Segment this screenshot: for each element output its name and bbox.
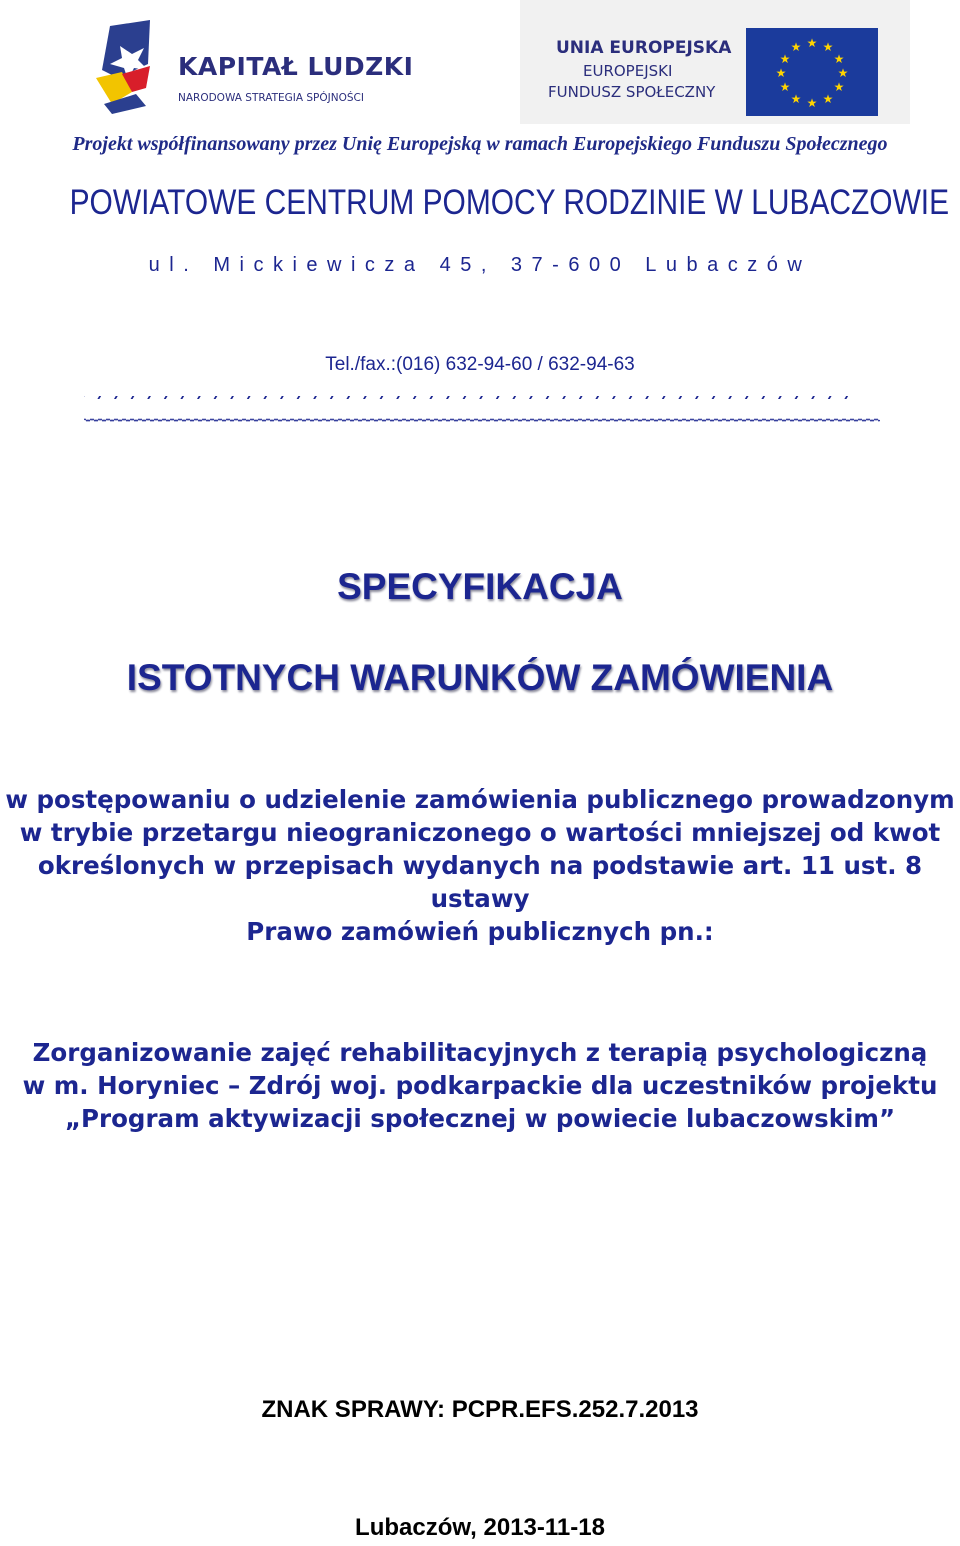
divider-tick bbox=[795, 396, 799, 399]
cofinancing-note: Projekt współfinansowany przez Unię Europejską w ramach Europejskiego Funduszu Społecznego bbox=[72, 133, 888, 155]
divider-tick bbox=[728, 396, 732, 399]
subject-line: w m. Horyniec – Zdrój woj. podkarpackie dla uczestników projektu bbox=[22, 1071, 938, 1100]
address: ul. Mickiewicza 45, 37-600 Lubaczów bbox=[148, 254, 812, 276]
divider-tick bbox=[446, 396, 450, 399]
document-title: SPECYFIKACJA bbox=[337, 566, 623, 607]
phone-fax: Tel./fax.:(016) 632-94-60 / 632-94-63 bbox=[325, 354, 635, 375]
divider-tick bbox=[164, 396, 168, 399]
kapital-ludzki-star-icon bbox=[92, 18, 172, 118]
divider-tick bbox=[297, 396, 301, 399]
divider-tick bbox=[496, 396, 500, 399]
divider-tick bbox=[479, 396, 483, 399]
divider-tick bbox=[662, 396, 666, 399]
divider-tick bbox=[263, 396, 267, 399]
svg-text:★: ★ bbox=[790, 40, 802, 54]
eu-logo bbox=[520, 0, 910, 124]
divider-tick bbox=[463, 396, 467, 399]
contract-subject bbox=[0, 1036, 960, 1135]
divider-tick bbox=[695, 396, 699, 399]
procedure-line: w postępowaniu o udzielenie zamówienia publicznego prowadzonym bbox=[5, 785, 955, 814]
divider-tick bbox=[712, 396, 716, 399]
divider-tick bbox=[380, 396, 384, 399]
divider-tick bbox=[131, 396, 135, 399]
subject-line: „Program aktywizacji społecznej w powiecie lubaczowskim” bbox=[64, 1104, 896, 1133]
divider-tick bbox=[147, 396, 151, 399]
eu-logo-line3: FUNDUSZ SPOŁECZNY bbox=[548, 83, 716, 101]
divider-tick bbox=[645, 396, 649, 399]
kapital-ludzki-title: KAPITAŁ LUDZKI bbox=[178, 52, 414, 81]
divider-tick bbox=[546, 396, 550, 399]
svg-text:★: ★ bbox=[790, 92, 802, 106]
divider-tick bbox=[562, 396, 566, 399]
procedure-line: w trybie przetargu nieograniczonego o wartości mniejszej od kwot bbox=[19, 818, 941, 847]
divider-tick bbox=[84, 396, 85, 399]
case-number: ZNAK SPRAWY: PCPR.EFS.252.7.2013 bbox=[261, 1396, 699, 1423]
divider-tick bbox=[346, 396, 350, 399]
divider-tick bbox=[811, 396, 815, 399]
divider-tick bbox=[330, 396, 334, 399]
divider-tick bbox=[247, 396, 251, 399]
divider-tick bbox=[778, 396, 782, 399]
svg-text:★: ★ bbox=[837, 66, 849, 80]
divider-tick bbox=[396, 396, 400, 399]
divider-tick bbox=[745, 396, 749, 399]
divider-tick bbox=[761, 396, 765, 399]
procedure-line: Prawo zamówień publicznych pn.: bbox=[246, 917, 714, 946]
divider-tick bbox=[579, 396, 583, 399]
procedure-description bbox=[0, 783, 960, 948]
svg-text:★: ★ bbox=[833, 80, 845, 94]
document-date: Lubaczów, 2013-11-18 bbox=[355, 1514, 605, 1541]
subject-line: Zorganizowanie zajęć rehabilitacyjnych z terapią psychologiczną bbox=[32, 1038, 928, 1067]
svg-text:★: ★ bbox=[779, 52, 791, 66]
divider-tick bbox=[413, 396, 417, 399]
divider-tick bbox=[363, 396, 367, 399]
divider-tick bbox=[114, 396, 118, 399]
svg-text:★: ★ bbox=[806, 36, 818, 50]
svg-text:★: ★ bbox=[822, 92, 834, 106]
divider-tick bbox=[280, 396, 284, 399]
divider-tick bbox=[844, 396, 848, 399]
eu-logo-line1: UNIA EUROPEJSKA bbox=[556, 38, 732, 58]
svg-text:★: ★ bbox=[779, 80, 791, 94]
organization-name: POWIATOWE CENTRUM POMOCY RODZINIE W LUBACZOWIE bbox=[69, 183, 950, 222]
procedure-line: określonych w przepisach wydanych na podstawie art. 11 ust. 8 ustawy bbox=[37, 851, 923, 913]
eu-flag-icon bbox=[746, 28, 878, 116]
eu-logo-line2: EUROPEJSKI bbox=[583, 62, 673, 80]
divider-tick bbox=[629, 396, 633, 399]
divider-tick bbox=[97, 396, 101, 399]
divider-tick bbox=[828, 396, 832, 399]
kapital-ludzki-subtitle: NARODOWA STRATEGIA SPÓJNOŚCI bbox=[178, 92, 364, 104]
divider-tick bbox=[313, 396, 317, 399]
divider-tick bbox=[678, 396, 682, 399]
divider-tick bbox=[180, 396, 184, 399]
divider-tick bbox=[429, 396, 433, 399]
svg-text:★: ★ bbox=[822, 40, 834, 54]
divider-tick bbox=[197, 396, 201, 399]
svg-text:★: ★ bbox=[775, 66, 787, 80]
divider-tick bbox=[612, 396, 616, 399]
kapital-ludzki-logo bbox=[92, 18, 414, 118]
divider-tick bbox=[512, 396, 516, 399]
divider-tick bbox=[529, 396, 533, 399]
divider-tick bbox=[230, 396, 234, 399]
divider-tick bbox=[595, 396, 599, 399]
svg-text:★: ★ bbox=[833, 52, 845, 66]
divider-tick bbox=[214, 396, 218, 399]
decorative-divider bbox=[84, 390, 880, 430]
document-subtitle: ISTOTNYCH WARUNKÓW ZAMÓWIENIA bbox=[126, 657, 834, 698]
svg-text:★: ★ bbox=[806, 96, 818, 110]
